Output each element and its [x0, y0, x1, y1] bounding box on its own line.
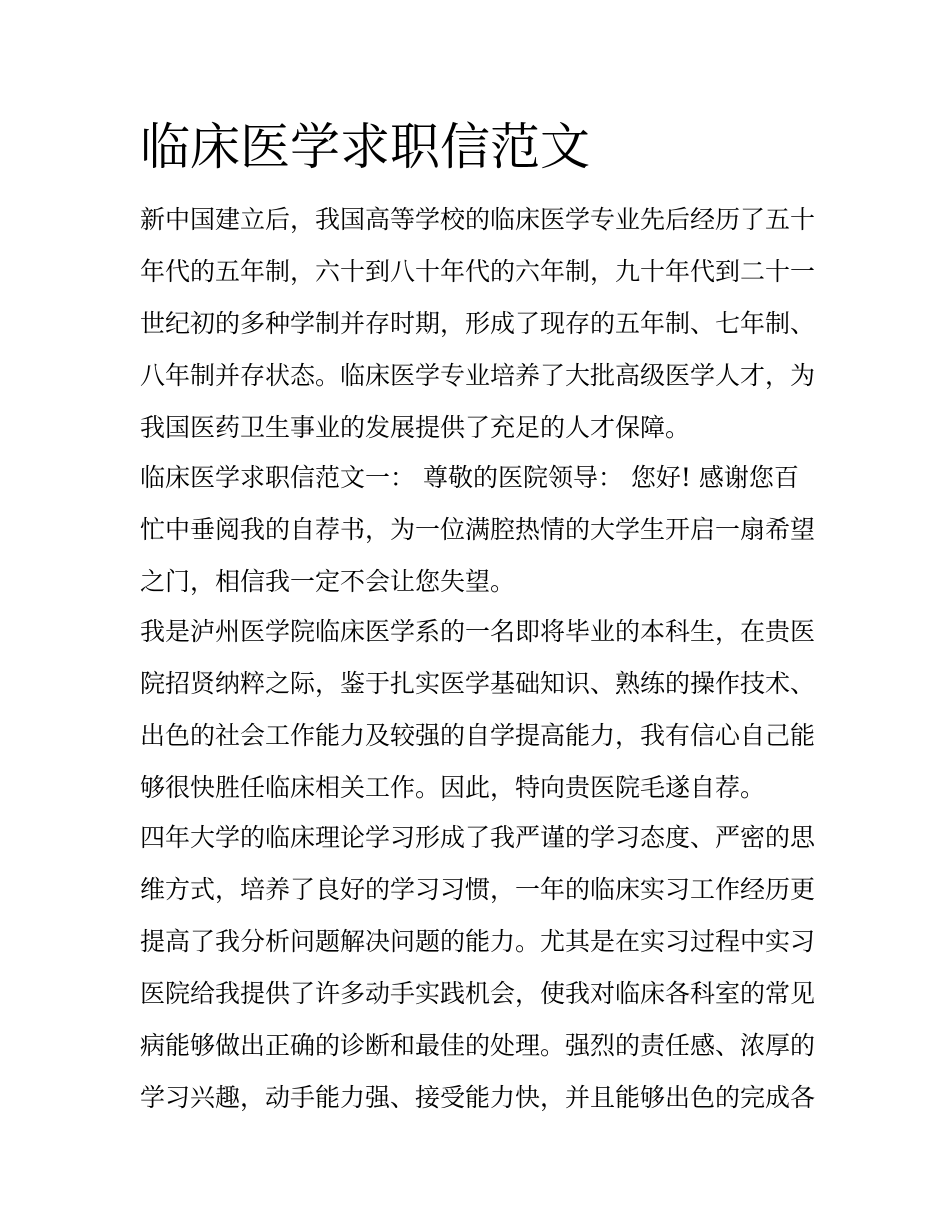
body-line: 病能够做出正确的诊断和最佳的处理。强烈的责任感、浓厚的: [140, 1031, 816, 1060]
body-line: 我国医药卫生事业的发展提供了充足的人才保障。: [140, 413, 691, 442]
body-line: 学习兴趣，动手能力强、接受能力快，并且能够出色的完成各: [140, 1083, 816, 1112]
body-line: 八年制并存状态。临床医学专业培养了大批高级医学人才，为: [140, 361, 816, 390]
body-line: 出色的社会工作能力及较强的自学提高能力，我有信心自己能: [140, 721, 816, 750]
body-line: 医院给我提供了许多动手实践机会，使我对临床各科室的常见: [140, 979, 816, 1008]
body-line: 我是泸州医学院临床医学系的一名即将毕业的本科生，在贵医: [140, 617, 816, 646]
body-line: 年代的五年制，六十到八十年代的六年制，九十年代到二十一: [140, 257, 816, 286]
body-line: 维方式，培养了良好的学习习惯，一年的临床实习工作经历更: [140, 875, 816, 904]
document-title: 临床医学求职信范文: [140, 118, 590, 176]
body-line: 忙中垂阅我的自荐书，为一位满腔热情的大学生开启一扇希望: [140, 515, 816, 544]
body-line: 院招贤纳粹之际，鉴于扎实医学基础知识、熟练的操作技术、: [140, 669, 816, 698]
body-line: 世纪初的多种学制并存时期，形成了现存的五年制、七年制、: [140, 309, 816, 338]
body-line: 够很快胜任临床相关工作。因此，特向贵医院毛遂自荐。: [140, 773, 766, 802]
body-line: 新中国建立后，我国高等学校的临床医学专业先后经历了五十: [140, 205, 816, 234]
body-line: 之门，相信我一定不会让您失望。: [140, 567, 516, 596]
body-line: 四年大学的临床理论学习形成了我严谨的学习态度、严密的思: [140, 823, 816, 852]
body-line: 提高了我分析问题解决问题的能力。尤其是在实习过程中实习: [140, 927, 816, 956]
body-line: 临床医学求职信范文一： 尊敬的医院领导： 您好! 感谢您百: [140, 463, 799, 492]
